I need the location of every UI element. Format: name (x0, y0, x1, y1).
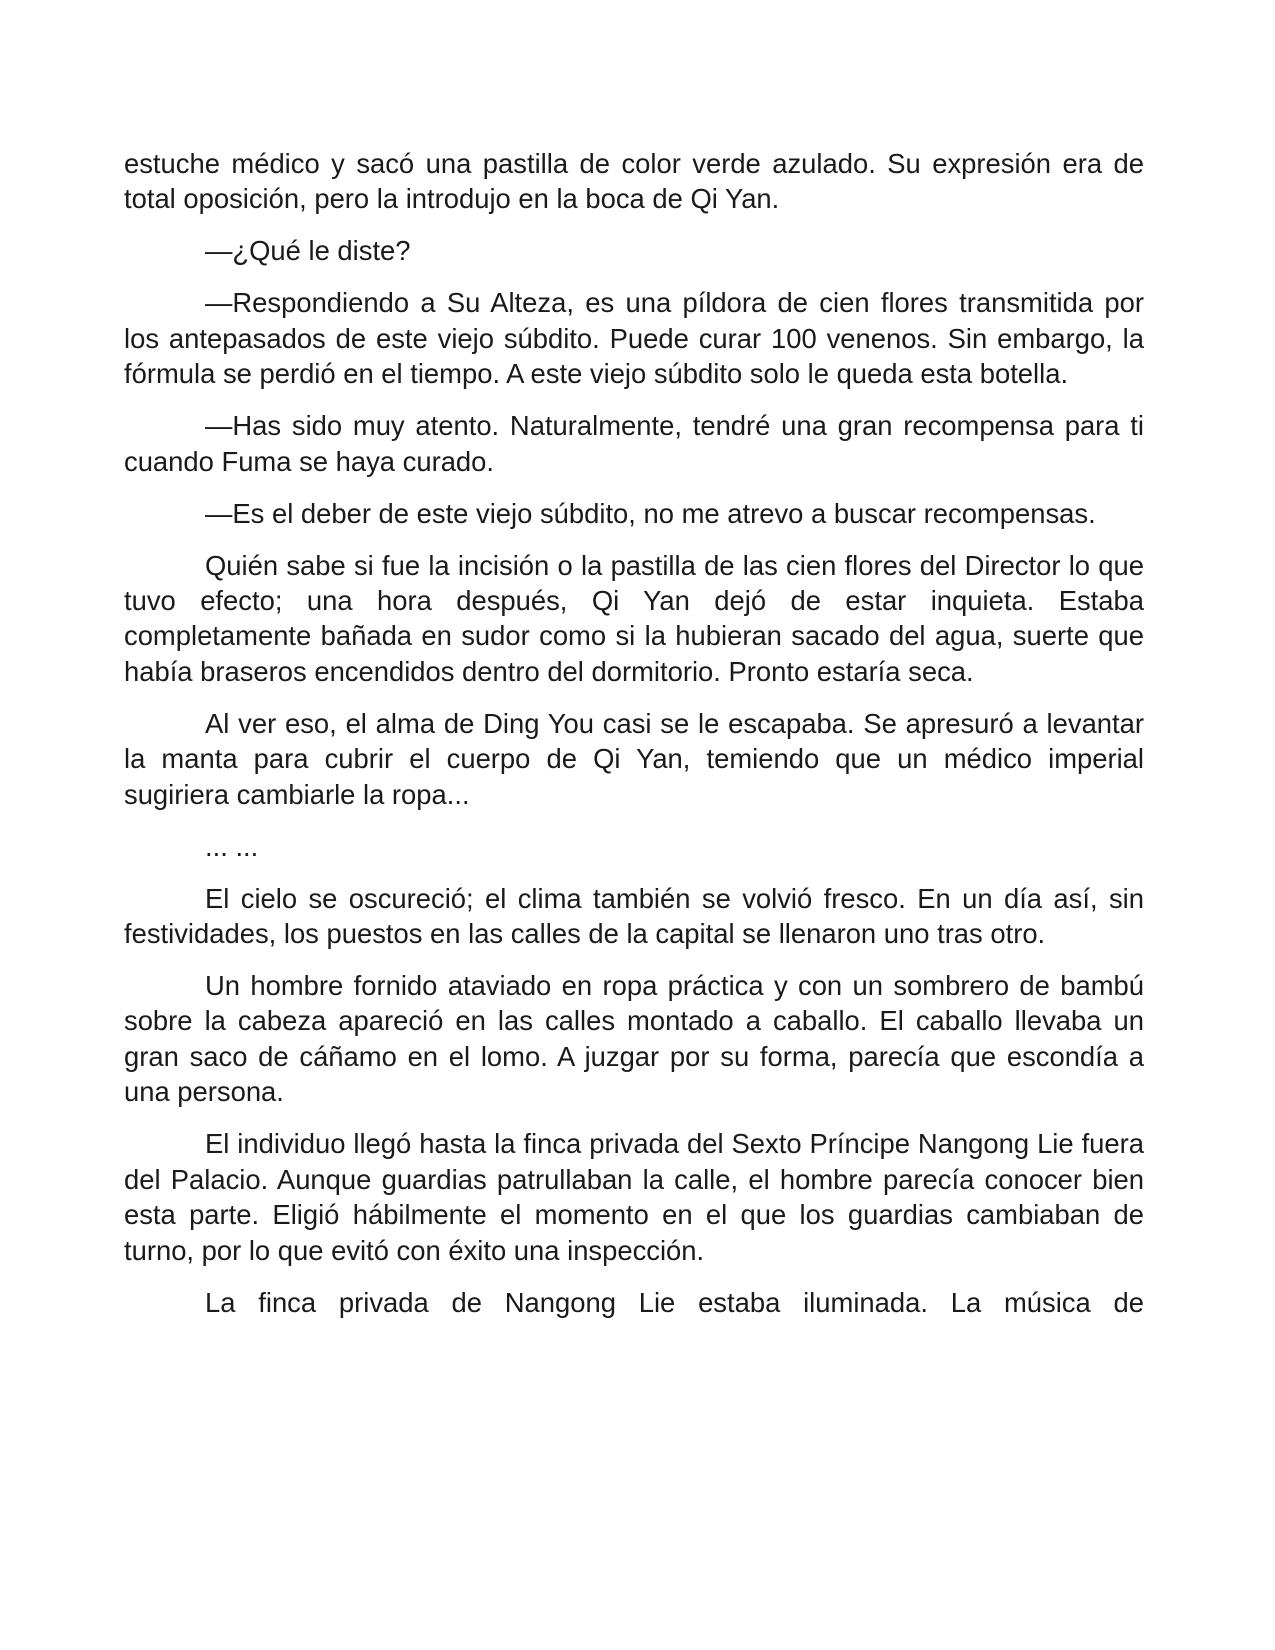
paragraph: El cielo se oscureció; el clima también se volvió fresco. En un día así, sin festividades, los puestos en las calles de la capital se llenaron uno tras otro. (124, 882, 1144, 950)
paragraph: El individuo llegó hasta la finca privada del Sexto Príncipe Nangong Lie fuera del Palacio. Aunque guardias patrullaban la calle, el hombre parecía conocer bien esta parte. Eligió hábilmente el momento en el que los guardias cambiaban de turno, por lo que evitó con éxito una inspección. (124, 1128, 1144, 1266)
paragraph: Al ver eso, el alma de Ding You casi se le escapaba. Se apresuró a levantar la manta para cubrir el cuerpo de Qi Yan, temiendo que un médico imperial sugiriera cambiarle la ropa... (124, 707, 1144, 810)
paragraph-dialogue: —¿Qué le diste? (205, 235, 411, 267)
scene-break: ... ... (205, 830, 259, 862)
paragraph: Un hombre fornido ataviado en ropa práctica y con un sombrero de bambú sobre la cabeza apareció en las calles montado a caballo. El caballo llevaba un gran saco de cáñamo en el lomo. A juzgar por su forma, parecía que escondía a una persona. (124, 970, 1144, 1108)
paragraph-continuation: estuche médico y sacó una pastilla de color verde azulado. Su expresión era de total oposición, pero la introdujo en la boca de Qi Yan. (124, 148, 1144, 215)
paragraph: Quién sabe si fue la incisión o la pastilla de las cien flores del Director lo que tuvo efecto; una hora después, Qi Yan dejó de estar inquieta. Estaba completamente bañada en sudor como si la hubieran sacado del agua, suerte que había braseros encendidos dentro del dormitorio. Pronto estaría seca. (124, 549, 1144, 687)
paragraph-dialogue: —Has sido muy atento. Naturalmente, tendré una gran recompensa para ti cuando Fuma se haya curado. (124, 410, 1144, 477)
paragraph-dialogue: —Es el deber de este viejo súbdito, no me atrevo a buscar recompensas. (205, 497, 1096, 529)
body-text (124, 146, 1144, 1337)
paragraph-dialogue: —Respondiendo a Su Alteza, es una píldora de cien flores transmitida por los antepasados de este viejo súbdito. Puede curar 100 venenos. Sin embargo, la fórmula se perdió en el tiempo. A este viejo súbdito solo le queda esta botella. (124, 287, 1144, 390)
paragraph-truncated: La finca privada de Nangong Lie estaba iluminada. La música de (205, 1286, 1144, 1318)
